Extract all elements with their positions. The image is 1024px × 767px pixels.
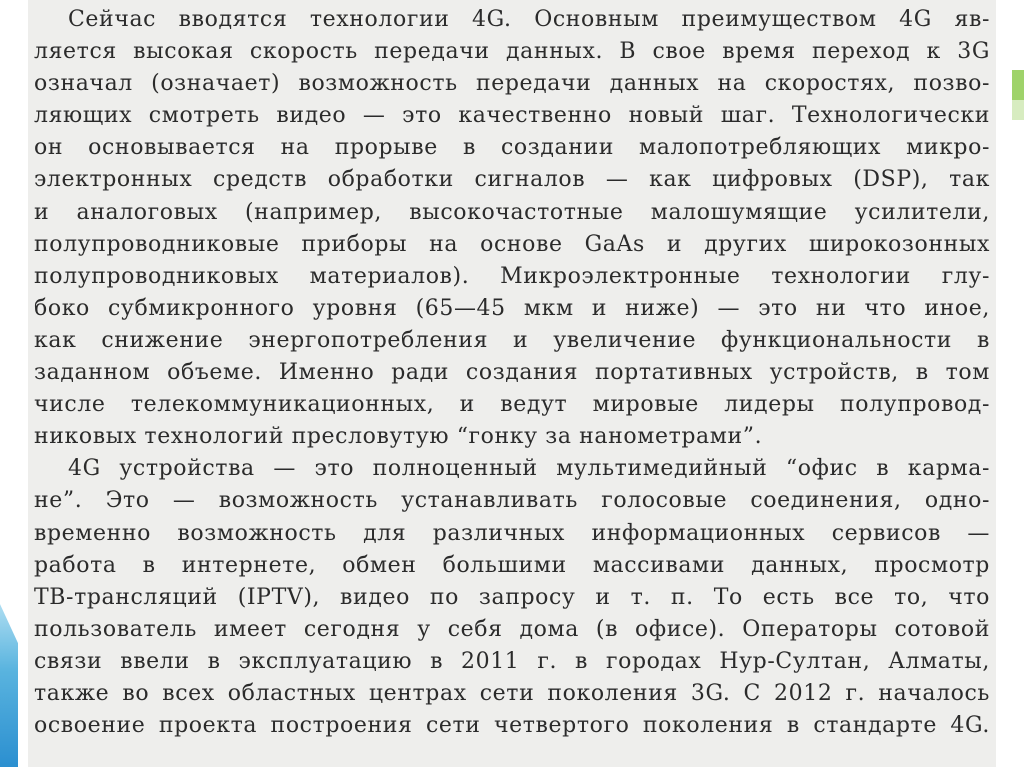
- text-line: электронных средств обработки сигналов — как цифровых (DSP), так: [34, 167, 990, 193]
- scanned-page: [28, 0, 996, 767]
- text-line: числе телекоммуникационных, и ведут мировые лидеры полупровод-: [34, 392, 990, 418]
- text-line: полупроводниковые приборы на основе GaAs и других широкозонных: [34, 231, 990, 257]
- text-line: никовых технологий пресловутую “гонку за нанометрами”.: [34, 424, 763, 450]
- paragraph-2: [34, 453, 990, 742]
- text-line: также во всех областных центрах сети поколения 3G. С 2012 г. началось: [34, 680, 990, 706]
- text-line: связи ввели в эксплуатацию в 2011 г. в городах Нур-Султан, Алматы,: [34, 648, 990, 674]
- text-line: он основывается на прорыве в создании малопотребляющих микро-: [34, 135, 990, 161]
- paragraph-1: [34, 4, 990, 453]
- text-line: заданном объеме. Именно ради создания портативных устройств, в том: [34, 360, 990, 386]
- decorative-light-green-stripe: [1012, 100, 1024, 120]
- text-line: временно возможность для различных информационных сервисов —: [34, 520, 990, 546]
- text-line: Сейчас вводятся технологии 4G. Основным преимуществом 4G яв-: [68, 7, 990, 32]
- document-text: [34, 4, 990, 742]
- text-line: означал (означает) возможность передачи данных на скоростях, позво-: [34, 71, 990, 97]
- text-line: и аналоговых (например, высокочастотные малошумящие усилители,: [34, 199, 990, 225]
- text-line: пользователь имеет сегодня у себя дома (в офисе). Операторы сотовой: [34, 616, 990, 642]
- decorative-blue-stripe: [0, 590, 18, 767]
- text-line: не”. Это — возможность устанавливать голосовые соединения, одно-: [34, 488, 990, 514]
- text-line: как снижение энергопотребления и увеличение функциональности в: [34, 327, 990, 353]
- text-line: ляющих смотреть видео — это качественно новый шаг. Технологически: [34, 103, 990, 129]
- text-line: работа в интернете, обмен большими массивами данных, просмотр: [34, 552, 990, 578]
- text-line: освоение проекта построения сети четвертого поколения в стандарте 4G.: [34, 713, 990, 739]
- text-line: ляется высокая скорость передачи данных. В свое время переход к 3G: [34, 39, 990, 65]
- text-line: ТВ-трансляций (IPTV), видео по запросу и т. п. То есть все то, что: [34, 584, 990, 610]
- text-line: полупроводниковых материалов). Микроэлектронные технологии глу-: [34, 263, 990, 289]
- decorative-green-stripe: [1012, 70, 1024, 100]
- text-line: 4G устройства — это полноценный мультимедийный “офис в карма-: [68, 456, 990, 482]
- text-line: боко субмикронного уровня (65—45 мкм и ниже) — это ни что иное,: [34, 295, 990, 321]
